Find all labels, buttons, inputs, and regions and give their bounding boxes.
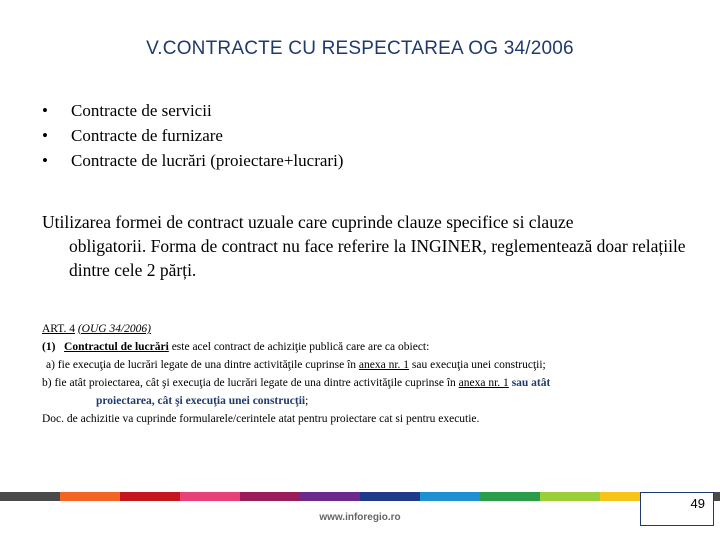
clause-b-continuation [42,392,702,410]
bullet-icon: • [42,151,48,170]
page-title: V.CONTRACTE CU RESPECTAREA OG 34/2006 [146,38,574,59]
stripe-segment [420,492,480,501]
list-item-label: Contracte de lucrări (proiectare+lucrari) [71,151,344,170]
paragraph-text: este acel contract de achiziţie publică care are ca obiect: [168,341,430,353]
annex-link[interactable]: anexa nr. 1 [458,377,509,389]
clause-b [42,374,702,392]
bullet-icon: • [42,101,48,120]
clause-end: sau execuţia unei construcţii; [409,359,546,371]
stripe-segment [0,492,60,501]
stripe-segment [480,492,540,501]
annex-link[interactable]: anexa nr. 1 [358,359,410,371]
stripe-segment [300,492,360,501]
page-number: 49 [640,492,714,526]
list-item-label: Contracte de servicii [71,101,212,120]
paragraph-line: Utilizarea formei de contract uzuale care cuprinde clauze specifice si clauze [42,212,574,232]
description-paragraph [42,210,692,282]
stripe-segment [360,492,420,501]
stripe-segment [240,492,300,501]
clause-a [42,356,702,374]
article-number: ART. 4 [42,323,75,335]
contract-types-list [42,98,343,173]
doc-note: Doc. de achizitie va cuprinde formularele/cerintele atat pentru proiectare cat si pentru executie. [42,413,480,425]
clause-end: ; [305,395,309,407]
stripe-segment [60,492,120,501]
paragraph-continuation: obligatorii. Forma de contract nu face referire la INGINER, reglementează doar relațiile dintre cele 2 părți. [69,236,686,280]
bullet-icon: • [42,126,48,145]
stripe-segment [120,492,180,501]
color-stripe [0,492,720,501]
article-paragraph-1 [42,338,702,356]
clause-highlight: proiectarea, cât şi execuţia unei construcţii [96,395,306,407]
article-heading [42,320,702,338]
footer-url: www.inforegio.ro [319,512,401,523]
stripe-segment [180,492,240,501]
clause-text: b) fie atât proiectarea, cât şi execuţia de lucrări legate de una dintre activităţile cuprinse în [42,377,459,389]
legal-excerpt [42,320,702,428]
paragraph-number: (1) [42,341,56,353]
list-item [42,123,343,148]
stripe-segment [540,492,600,501]
list-item [42,98,343,123]
list-item-label: Contracte de furnizare [71,126,223,145]
article-reference: (OUG 34/2006) [77,323,151,335]
clause-highlight: sau atât [508,377,551,389]
clause-text: a) fie execuţia de lucrări legate de una dintre activităţile cuprinse în [46,359,359,371]
list-item [42,148,343,173]
defined-term: Contractul de lucrări [64,341,169,353]
